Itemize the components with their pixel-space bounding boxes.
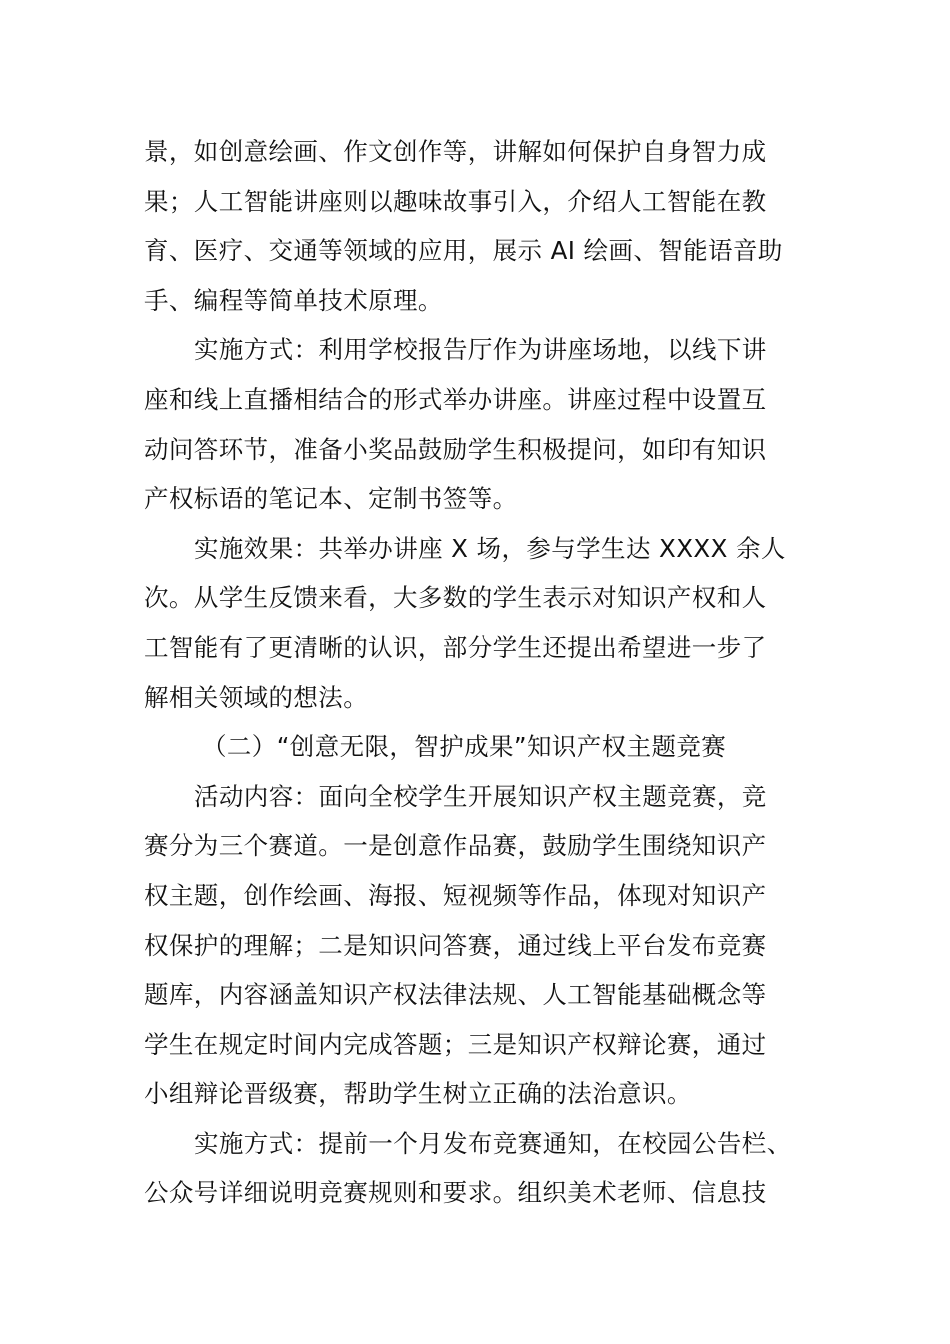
text-line: 果；人工智能讲座则以趣味故事引入，介绍人工智能在教 (144, 186, 767, 216)
text-line: 小组辩论晋级赛，帮助学生树立正确的法治意识。 (144, 1079, 692, 1109)
section-heading: （二）“创意无限，智护成果”知识产权主题竞赛 (202, 732, 727, 762)
text-line: 产权标语的笔记本、定制书签等。 (144, 484, 518, 514)
text-line: 动问答环节，准备小奖品鼓励学生积极提问，如印有知识 (144, 434, 767, 464)
text-line: 公众号详细说明竞赛规则和要求。组织美术老师、信息技 (144, 1178, 767, 1208)
text-line: 学生在规定时间内完成答题；三是知识产权辩论赛，通过 (144, 1029, 767, 1059)
text-line: 育、医疗、交通等领域的应用，展示 AI 绘画、智能语音助 (144, 236, 783, 266)
paragraph-first-line: 实施方式：提前一个月发布竞赛通知，在校园公告栏、 (194, 1128, 792, 1158)
text-line: 手、编程等简单技术原理。 (144, 285, 443, 315)
text-line: 题库，内容涵盖知识产权法律法规、人工智能基础概念等 (144, 980, 767, 1010)
text-line: 权主题，创作绘画、海报、短视频等作品，体现对知识产 (144, 880, 767, 910)
paragraph-first-line: 实施效果：共举办讲座 X 场，参与学生达 XXXX 余人 (194, 533, 786, 563)
paragraph-first-line: 活动内容：面向全校学生开展知识产权主题竞赛，竞 (194, 781, 767, 811)
text-line: 权保护的理解；二是知识问答赛，通过线上平台发布竞赛 (144, 930, 767, 960)
text-line: 工智能有了更清晰的认识，部分学生还提出希望进一步了 (144, 632, 767, 662)
text-line: 景，如创意绘画、作文创作等，讲解如何保护自身智力成 (144, 137, 767, 166)
text-line: 次。从学生反馈来看，大多数的学生表示对知识产权和人 (144, 583, 767, 613)
document-body (144, 127, 816, 1218)
text-line: 解相关领域的想法。 (144, 682, 369, 712)
text-line: 赛分为三个赛道。一是创意作品赛，鼓励学生围绕知识产 (144, 831, 767, 861)
paragraph-first-line: 实施方式：利用学校报告厅作为讲座场地，以线下讲 (194, 335, 767, 365)
text-line: 座和线上直播相结合的形式举办讲座。讲座过程中设置互 (144, 384, 767, 414)
